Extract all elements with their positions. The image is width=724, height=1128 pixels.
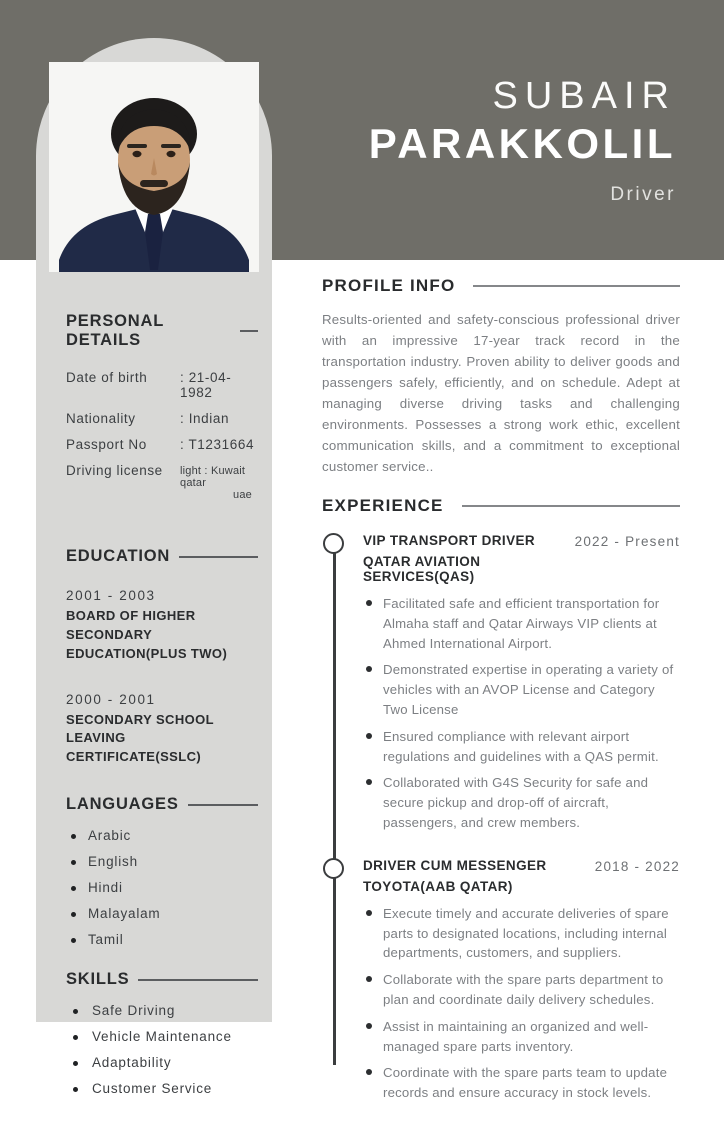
personal-detail-value bbox=[180, 411, 258, 426]
job-bullet: Collaborated with G4S Security for safe and secure pickup and drop-off of aircraft, passengers, and crew members. bbox=[363, 773, 680, 832]
skill-item: Safe Driving bbox=[66, 1003, 258, 1020]
education-heading bbox=[66, 547, 258, 566]
profile-info-heading bbox=[322, 276, 680, 296]
language-item: Tamil bbox=[66, 932, 258, 949]
skills-heading bbox=[66, 970, 258, 989]
skills-section bbox=[66, 970, 258, 1098]
main-column bbox=[322, 276, 680, 1128]
personal-detail-value-line: : 21-04-1982 bbox=[180, 370, 232, 400]
personal-detail-value-line: uae bbox=[233, 489, 252, 501]
sidebar-content bbox=[36, 312, 272, 1098]
languages-heading-label: LANGUAGES bbox=[66, 795, 179, 814]
personal-detail-row bbox=[66, 463, 258, 501]
education-title: SECONDARY SCHOOL LEAVING CERTIFICATE(SSLC) bbox=[66, 711, 214, 765]
profile-photo bbox=[49, 62, 259, 272]
heading-rule bbox=[462, 505, 680, 507]
job-title-block bbox=[363, 533, 575, 584]
job-bullet-list bbox=[363, 904, 680, 1103]
skill-item: Customer Service bbox=[66, 1081, 258, 1098]
job-title: DRIVER CUM MESSENGER bbox=[363, 857, 547, 873]
job-bullet: Demonstrated expertise in operating a variety of vehicles with an AVOP License and Category Two License bbox=[363, 660, 680, 719]
personal-detail-label: Nationality bbox=[66, 411, 136, 426]
education-years: 2000 - 2001 bbox=[66, 691, 156, 707]
sidebar bbox=[36, 38, 272, 1097]
education-entry bbox=[66, 588, 258, 664]
language-item: Hindi bbox=[66, 880, 258, 897]
personal-detail-value-line: : Indian bbox=[180, 411, 230, 426]
profile-info-heading-label: PROFILE INFO bbox=[322, 276, 456, 295]
experience-heading bbox=[322, 496, 680, 516]
experience-section bbox=[322, 496, 680, 1103]
education-title: BOARD OF HIGHER SECONDARY EDUCATION(PLUS TWO) bbox=[66, 608, 228, 661]
personal-detail-row bbox=[66, 411, 258, 426]
personal-details-heading-label: PERSONAL DETAILS bbox=[66, 312, 164, 349]
personal-detail-label: Date of birth bbox=[66, 370, 148, 385]
languages-section bbox=[66, 795, 258, 948]
personal-detail-row bbox=[66, 370, 258, 400]
job-bullet: Assist in maintaining an organized and well-managed spare parts inventory. bbox=[363, 1017, 680, 1057]
languages-heading bbox=[66, 795, 258, 814]
education-heading-label: EDUCATION bbox=[66, 547, 171, 565]
profile-summary-text: Results-oriented and safety-conscious professional driver with an impressive 17-year track record in the transportation industry. Proven ability to deliver goods and passengers safely, efficiently, and on schedule. Adept at managing diverse driving tasks and challenging environments. Possesses a strong work ethic, excellent communication skills, and a commitment to exceptional customer service.. bbox=[322, 312, 680, 474]
personal-details-rows bbox=[66, 370, 258, 501]
job-header bbox=[363, 533, 680, 584]
skill-item: Adaptability bbox=[66, 1055, 258, 1072]
language-item: English bbox=[66, 854, 258, 871]
name-block bbox=[369, 76, 676, 206]
heading-rule bbox=[179, 556, 258, 558]
heading-rule bbox=[138, 979, 258, 981]
job-dates: 2018 - 2022 bbox=[594, 858, 680, 874]
personal-detail-value bbox=[180, 463, 258, 501]
job-title: Driver bbox=[610, 184, 676, 206]
job-title-block bbox=[363, 858, 547, 894]
education-years: 2001 - 2003 bbox=[66, 588, 156, 603]
skills-heading-label: SKILLS bbox=[66, 970, 130, 989]
job-bullet: Coordinate with the spare parts team to update records and ensure accuracy in stock levels. bbox=[363, 1063, 680, 1103]
experience-job bbox=[322, 533, 680, 833]
avatar-illustration bbox=[49, 62, 259, 272]
skills-list bbox=[66, 1003, 258, 1098]
education-section bbox=[66, 547, 258, 767]
job-bullet: Ensured compliance with relevant airport regulations and guidelines with a QAS permit. bbox=[363, 727, 680, 767]
personal-detail-value bbox=[180, 370, 258, 400]
education-entries bbox=[66, 588, 258, 767]
heading-rule bbox=[188, 804, 258, 806]
first-name: SUBAIR bbox=[492, 75, 676, 117]
personal-detail-label: Driving license bbox=[66, 463, 163, 478]
personal-detail-value bbox=[180, 437, 258, 452]
job-company: QATAR AVIATION SERVICES(QAS) bbox=[363, 554, 481, 584]
experience-heading-label: EXPERIENCE bbox=[322, 496, 444, 515]
job-dates: 2022 - Present bbox=[574, 534, 680, 549]
job-bullet: Execute timely and accurate deliveries of spare parts to designated locations, including internal departments, customers, and suppliers. bbox=[363, 904, 680, 963]
job-bullet-list bbox=[363, 594, 680, 833]
heading-rule bbox=[473, 285, 680, 287]
heading-rule bbox=[240, 330, 258, 332]
experience-job bbox=[322, 858, 680, 1103]
last-name: PARAKKOLIL bbox=[368, 119, 676, 167]
experience-timeline bbox=[322, 533, 680, 1103]
personal-detail-row bbox=[66, 437, 258, 452]
personal-detail-label: Passport No bbox=[66, 437, 147, 452]
personal-detail-value-line: : T1231664 bbox=[180, 437, 255, 452]
skill-item: Vehicle Maintenance bbox=[66, 1029, 258, 1046]
job-title: VIP TRANSPORT DRIVER bbox=[363, 533, 536, 548]
language-item: Arabic bbox=[66, 828, 258, 845]
job-company: TOYOTA(AAB QATAR) bbox=[363, 878, 513, 894]
personal-details-section bbox=[66, 312, 258, 501]
languages-list bbox=[66, 828, 258, 948]
language-item: Malayalam bbox=[66, 906, 258, 923]
profile-info-section bbox=[322, 276, 680, 477]
personal-details-heading bbox=[66, 312, 258, 350]
education-entry bbox=[66, 692, 258, 768]
personal-detail-value-line: light : Kuwait qatar bbox=[180, 465, 246, 489]
job-bullet: Facilitated safe and efficient transportation for Almaha staff and Qatar Airways VIP clients at Ahmed International Airport. bbox=[363, 594, 680, 653]
job-bullet: Collaborate with the spare parts department to plan and coordinate daily delivery schedules. bbox=[363, 970, 680, 1010]
job-header bbox=[363, 858, 680, 894]
